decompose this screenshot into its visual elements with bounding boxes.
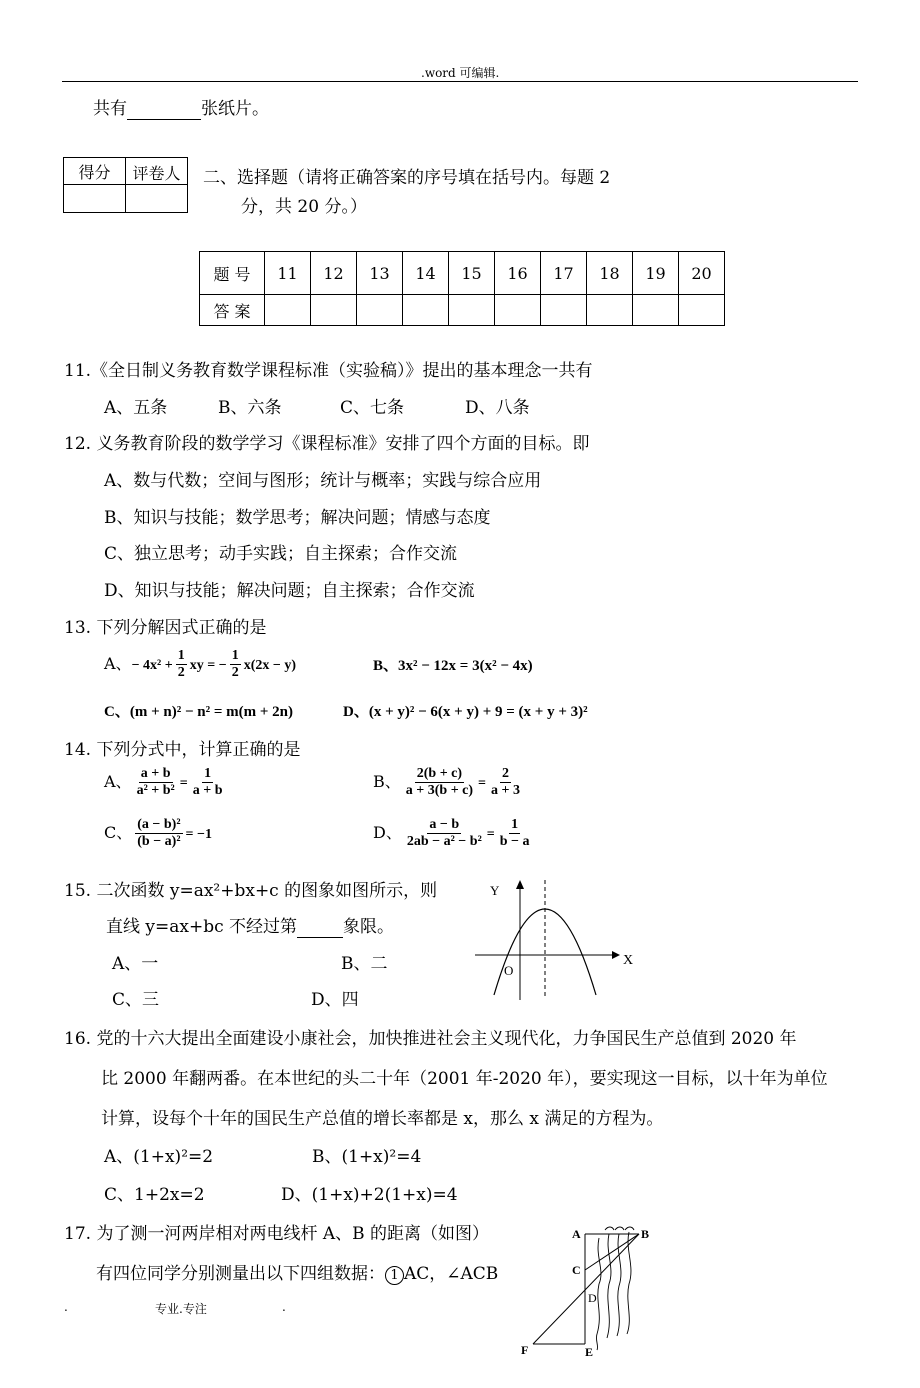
q15-line2: 直线 y=ax+bc 不经过第 象限。 [106, 917, 395, 937]
point-e-label: E [585, 1345, 594, 1358]
q13-option-b: B、3x² − 12x = 3(x² − 4x) [373, 658, 533, 674]
answer-cell[interactable] [495, 295, 541, 326]
question-number-cell: 11 [265, 252, 311, 295]
question-number-cell: 20 [679, 252, 725, 295]
answer-cell[interactable] [449, 295, 495, 326]
q12-stem: 12. 义务教育阶段的数学学习《课程标准》安排了四个方面的目标。即 [64, 434, 590, 454]
answer-cell[interactable] [679, 295, 725, 326]
answer-table-answers-row [200, 295, 725, 326]
section-title-line1: 二、选择题（请将正确答案的序号填在括号内。每题 2 [203, 168, 611, 188]
q16-option-b: B、(1+x)²=4 [312, 1147, 422, 1167]
circled-number-1: 1 [385, 1266, 404, 1285]
q11-stem: 11.《全日制义务教育数学课程标准（实验稿）》提出的基本理念一共有 [64, 361, 593, 381]
q12-option-d: D、知识与技能；解决问题；自主探索；合作交流 [104, 581, 475, 601]
river-bank-line [617, 1234, 621, 1336]
q15-option-d: D、四 [311, 990, 359, 1010]
q15-option-b: B、二 [341, 954, 388, 974]
q16-line1: 16. 党的十六大提出全面建设小康社会，加快推进社会主义现代化，力争国民生产总值到 2020 年 [64, 1029, 797, 1049]
q13-option-d: D、(x + y)² − 6(x + y) + 9 = (x + y + 3)² [343, 704, 588, 720]
intro-line [93, 94, 269, 120]
q11-option-c: C、七条 [340, 398, 405, 418]
q16-option-d: D、(1+x)+2(1+x)=4 [281, 1185, 458, 1205]
answer-cell[interactable] [541, 295, 587, 326]
q12-option-b: B、知识与技能；数学思考；解决问题；情感与态度 [104, 508, 491, 528]
q11-option-d: D、八条 [465, 398, 530, 418]
origin-label: O [504, 963, 514, 978]
q17-line1: 17. 为了测一河两岸相对两电线杆 A、B 的距离（如图） [64, 1224, 490, 1244]
point-a-label: A [572, 1227, 581, 1241]
q13-option-a: A、− 4x² + $\frac{1}{2}$ xy = − $\frac{1}{2}$ x(2x − y) [104, 648, 296, 680]
q12-option-a: A、数与代数；空间与图形；统计与概率；实践与综合应用 [104, 471, 542, 491]
reviewer-cell[interactable] [126, 185, 188, 213]
q17-river-figure [515, 1222, 665, 1358]
q16-line3: 计算，设每个十年的国民生产总值的增长率都是 x，那么 x 满足的方程为。 [101, 1109, 664, 1129]
question-number-cell: 13 [357, 252, 403, 295]
q13-stem: 13. 下列分解因式正确的是 [64, 618, 267, 638]
q14-option-d: D、 $\frac{a - b}{\text{2ab − a² − b²}}$ = $\frac{1}{b - a}$ [373, 817, 530, 849]
q15-line1: 15. 二次函数 y=ax²+bx+c 的图象如图所示，则 [64, 881, 438, 901]
answer-table-numbers-row [200, 252, 725, 295]
river-bank-line [596, 1238, 601, 1350]
q16-option-c: C、1+2x=2 [104, 1185, 205, 1205]
q17-line2: 有四位同学分别测量出以下四组数据： 1 AC，∠ACB [96, 1264, 499, 1284]
question-number-cell: 19 [633, 252, 679, 295]
q11-option-a: A、五条 [104, 398, 168, 418]
q15-option-a: A、一 [112, 954, 159, 974]
y-axis-label: Y [490, 883, 500, 898]
reviewer-label: 评卷人 [126, 158, 188, 185]
river-bank-line [627, 1232, 631, 1334]
q13-option-c: C、(m + n)² − n² = m(m + 2n) [104, 704, 294, 720]
question-number-cell: 16 [495, 252, 541, 295]
question-number-cell: 18 [587, 252, 633, 295]
footer-center: 专业.专注 [155, 1302, 207, 1316]
point-f-label: F [521, 1343, 529, 1357]
intro-blank[interactable] [127, 99, 201, 120]
river-bank-line [607, 1234, 611, 1338]
footer-left: . [64, 1300, 68, 1314]
question-number-cell: 15 [449, 252, 495, 295]
q16-line2: 比 2000 年翻两番。在本世纪的头二十年（2001 年-2020 年），要实现这一目标，以十年为单位 [101, 1069, 828, 1089]
point-c-label: C [572, 1263, 581, 1277]
line-fb [533, 1234, 639, 1344]
score-box [63, 157, 188, 213]
river-wave-marks [605, 1227, 634, 1230]
q14-stem: 14. 下列分式中，计算正确的是 [64, 740, 301, 760]
score-cell[interactable] [64, 185, 126, 213]
answer-cell[interactable] [357, 295, 403, 326]
section-title-line2: 分，共 20 分。） [241, 197, 367, 217]
answer-cell[interactable] [265, 295, 311, 326]
intro-suffix: 张纸片。 [201, 99, 269, 119]
q12-option-c: C、独立思考；动手实践；自主探索；合作交流 [104, 544, 458, 564]
q15-parabola-graph [470, 875, 640, 1005]
answer-table-row1-label: 题 号 [200, 252, 265, 295]
answer-cell[interactable] [587, 295, 633, 326]
q14-option-a: A、 $\frac{a + b}{\text{a² + b²}}$ = $\frac{1}{a + b}$ [104, 766, 223, 798]
answer-cell[interactable] [311, 295, 357, 326]
y-axis-arrow-icon [516, 880, 524, 889]
score-label: 得分 [64, 158, 126, 185]
question-number-cell: 17 [541, 252, 587, 295]
q15-blank[interactable] [297, 917, 343, 938]
x-axis-label: X [623, 953, 634, 968]
q14-option-c: C、 $\frac{\text{(a − b)²}}{\text{(b − a)²}}$ = −1 [104, 817, 213, 849]
point-d-label: D [588, 1291, 597, 1305]
q15-option-c: C、三 [112, 990, 160, 1010]
question-number-cell: 14 [403, 252, 449, 295]
header-rule [62, 81, 858, 82]
q11-option-b: B、六条 [218, 398, 282, 418]
intro-prefix: 共有 [93, 99, 127, 119]
q14-option-b: B、 $\frac{2(b + c)}{a + 3(b + c)}$ = $\frac{2}{a + 3}$ [373, 766, 521, 798]
page-header: .word 可编辑. [421, 66, 500, 80]
question-number-cell: 12 [311, 252, 357, 295]
x-axis-arrow-icon [612, 951, 620, 959]
answer-cell[interactable] [633, 295, 679, 326]
point-b-label: B [641, 1227, 650, 1241]
footer-right: . [282, 1300, 286, 1314]
answer-table-row2-label: 答 案 [200, 295, 265, 326]
answer-table [199, 251, 725, 326]
q16-option-a: A、(1+x)²=2 [104, 1147, 214, 1167]
answer-cell[interactable] [403, 295, 449, 326]
